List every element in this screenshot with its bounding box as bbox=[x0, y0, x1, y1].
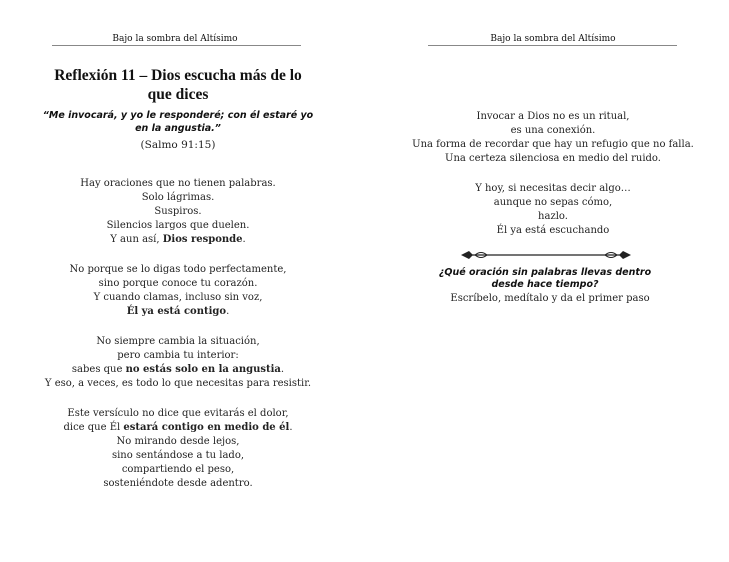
stanza-line: es una conexión. bbox=[510, 125, 596, 136]
stanza-line: pero cambia tu interior: bbox=[117, 350, 239, 361]
stanza-line: sabes que no estás solo en la angustia. bbox=[71, 364, 285, 375]
stanza-line: Y cuando clamas, incluso sin voz, bbox=[93, 292, 263, 303]
stanza bbox=[30, 263, 326, 319]
emphasis: Dios responde bbox=[162, 234, 243, 245]
running-header: Bajo la sombra del Altísimo bbox=[490, 34, 616, 44]
reflection-title: Reflexión 11 – Dios escucha más de lo que dices bbox=[54, 67, 302, 103]
stanza-line: aunque no sepas cómo, bbox=[493, 197, 613, 208]
stanza-line: dice que Él estará contigo en medio de él. bbox=[63, 422, 293, 433]
emphasis: estará contigo en medio de él bbox=[123, 422, 290, 433]
stanza-line: Y eso, a veces, es todo lo que necesitas para resistir. bbox=[44, 378, 312, 389]
stanza-line: Silencios largos que duelen. bbox=[106, 220, 250, 231]
stanza bbox=[395, 182, 711, 238]
stanza-line: Una certeza silenciosa en medio del ruido. bbox=[445, 153, 661, 164]
stanza-line: Suspiros. bbox=[154, 206, 202, 217]
call-to-action: Escríbelo, medítalo y da el primer paso bbox=[450, 293, 650, 304]
stanza-line: Hay oraciones que no tienen palabras. bbox=[80, 178, 276, 189]
right-page bbox=[365, 0, 729, 562]
stanza bbox=[30, 177, 326, 247]
emphasis: Él ya está contigo bbox=[126, 306, 227, 317]
bible-verse: “Me invocará, y yo le responderé; con él estaré yo en la angustia.” bbox=[42, 110, 314, 134]
stanza-line: Este versículo no dice que evitarás el dolor, bbox=[67, 408, 289, 419]
stanza-line: Solo lágrimas. bbox=[141, 192, 215, 203]
verse-citation: (Salmo 91:15) bbox=[140, 139, 216, 151]
stanza-line: compartiendo el peso, bbox=[121, 464, 235, 475]
stanza-line: No siempre cambia la situación, bbox=[96, 336, 260, 347]
stanza-line: sino porque conoce tu corazón. bbox=[98, 278, 258, 289]
header-rule bbox=[428, 45, 677, 46]
left-page bbox=[0, 0, 364, 562]
stanza-line: Invocar a Dios no es un ritual, bbox=[476, 111, 630, 122]
stanza-line: Una forma de recordar que hay un refugio que no falla. bbox=[412, 139, 694, 150]
stanza-line: hazlo. bbox=[538, 211, 568, 222]
stanza-line: No mirando desde lejos, bbox=[116, 436, 240, 447]
ornamental-divider-icon bbox=[461, 249, 631, 261]
stanza-line: sino sentándose a tu lado, bbox=[111, 450, 245, 461]
stanza-line: Él ya está contigo. bbox=[126, 306, 230, 317]
stanza-line: sosteniéndote desde adentro. bbox=[103, 478, 253, 489]
stanza bbox=[395, 110, 711, 166]
stanza-line: Y hoy, si necesitas decir algo… bbox=[475, 183, 631, 194]
stanza-line: Y aun así, Dios responde. bbox=[110, 234, 246, 245]
emphasis: no estás solo en la angustia bbox=[125, 364, 281, 375]
stanza bbox=[30, 407, 326, 491]
stanza bbox=[30, 335, 326, 391]
header-rule bbox=[52, 45, 301, 46]
stanza-line: Él ya está escuchando bbox=[496, 225, 610, 236]
running-header: Bajo la sombra del Altísimo bbox=[112, 34, 238, 44]
reflection-question: ¿Qué oración sin palabras llevas dentro desde hace tiempo? bbox=[438, 267, 652, 290]
stanza-line: No porque se lo digas todo perfectamente, bbox=[69, 264, 287, 275]
